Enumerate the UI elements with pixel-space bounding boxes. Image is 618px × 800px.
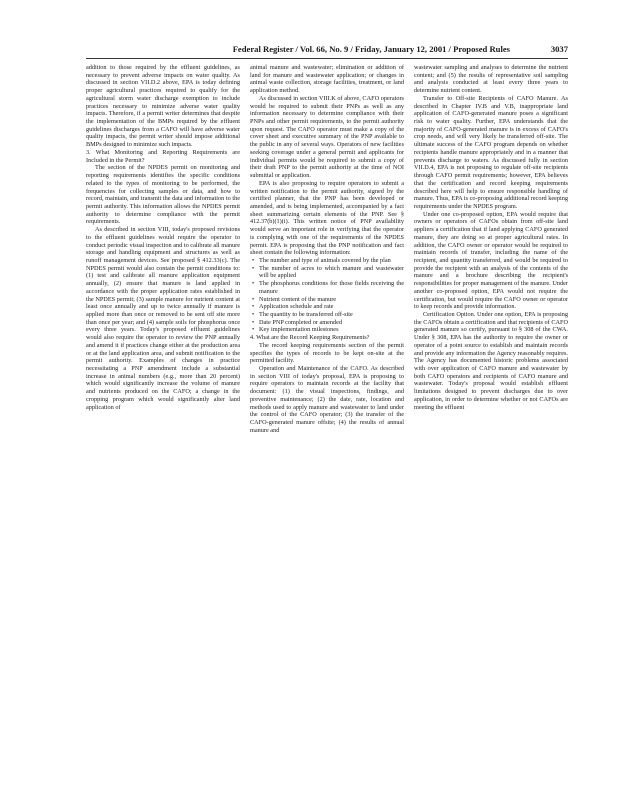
paragraph: wastewater sampling and analyses to determine the nutrient content; and (5) the results of representative soil sampling and analysis conducted at least every three years to determine nutrient content. [414,64,568,95]
paragraph: The section of the NPDES permit on monitoring and reporting requirements identifies the specific conditions related to the types of monitoring to be performed, the frequencies for collecting samples or data, and how to record, maintain, and transmit the data and information to the permit authority. This information allows the NPDES permit authority to determine compliance with the permit requirements. [86,164,240,226]
paragraph: Certification Option. Under one option, EPA is proposing the CAFOs obtain a certification and that recipients of CAFO generated manure so certify, pursuant to § 308 of the CWA. Under § 308, EPA has the authority to require the owner or operator of a point source to establish and maintain records and provide any information the Agency reasonably requires. The Agency has documented historic problems associated with over application of CAFO manure and wastewater by both CAFO operators and recipients of CAFO manure and wastewater. Today's proposal would establish effluent limitations designed to prevent discharges due to over application, in order to determine whether or not CAFOs are meeting the effluent [414,311,568,411]
column-1 [86,64,240,764]
header-rule [86,58,568,59]
paragraph: Transfer to Off-site Recipients of CAFO Manure. As described in Chapter IV.B and V.B, inappropriate land application of CAFO-generated manure poses a significant risk to water quality. Further, EPA understands that the majority of CAFO-generated manure is in excess of CAFO's crop needs, and will very likely be transferred off-site. The ultimate success of the CAFO program depends on whether recipients handle manure appropriately and in a manner that prevents discharge to waters. As discussed fully in section VII.D.4, EPA is not proposing to regulate off-site recipients through CAFO permit requirements; however, EPA believes that the certification and record keeping requirements described here will help to ensure responsible handling of manure. Thus, EPA is co-proposing additional record keeping requirements under the NPDES program. [414,94,568,210]
list-item: • Date PNP completed or amended [250,319,404,327]
paragraph: The record keeping requirements section of the permit specifies the types of records to be kept on-site at the permitted facility. [250,341,404,365]
column-3 [414,64,568,764]
paragraph: addition to those required by the effluent guidelines, as necessary to prevent adverse impacts on water quality. As discussed in section VII.D.2 above, EPA is today defining proper agricultural practices required to qualify for the agricultural storm water discharge exemption to include practices necessary to minimize adverse water quality impacts. Therefore, if a permit writer determines that despite the implementation of the BMPs required by the effluent guidelines discharges from a CAFO will have adverse water quality impacts, the permit writer should impose additional BMPs designed to minimize such impacts. [86,64,240,149]
paragraph: Under one co-proposed option, EPA would require that owners or operators of CAFOs obtain from off-site land appliers a certification that if land applying CAFO generated manure, they are doing so at proper agricultural rates. In addition, the CAFO owner or operator would be required to maintain records of transfer, including the name of the recipient, and quantity transferred, and would be required to provide the recipient with an analysis of the contents of the manure and a brochure describing the recipient's responsibilities for proper management of the manure. Under another co-proposed option, EPA would not require the certification, but would require the CAFO owner or operator to keep records and provide information. [414,210,568,311]
list-item: • The number and type of animals covered by the plan [250,257,404,265]
page-number: 3037 [550,44,568,54]
paragraph: As described in section VIII, today's proposed revisions to the effluent guidelines would require the operator to conduct periodic visual inspection and to calibrate all manure storage and handling equipment and structures as well as runoff management devices. See proposed § 412.33(c). The NPDES permit would also contain the permit conditions to: (1) test and calibrate all manure application equipment annually, (2) ensure that manure is land applied in accordance with the proper application rates established in the NPDES permit; (3) sample manure for nutrient content at least once annually and up to twice annually if manure is applied more than once or removed to be sent off site more than once per year; and (4) sample soils for phosphorus once every three years. Today's proposed effluent guidelines would also require the operator to review the PNP annually and amend it if practices change either at the production area or at the land application area, and submit notification to the permit authority. Examples of changes in practice necessitating a PNP amendment include a substantial increase in animal numbers (e.g., more than 20 percent) which would significantly increase the volume of manure and nutrients produced on the CAFO; a change in the cropping program which would significantly alter land application of [86,226,240,411]
column-2 [250,64,404,764]
list-item: • The quantity to be transferred off-site [250,311,404,319]
header-title: Federal Register / Vol. 66, No. 9 / Friday, January 12, 2001 / Proposed Rules [232,44,510,54]
bullet-list [250,257,404,334]
paragraph: EPA is also proposing to require operators to submit a written notification to the permit authority, signed by the certified planner, that the PNP has been developed or amended, and is being implemented, accompanied by a fact sheet summarizing certain elements of the PNP. See § 412.37(b)(1)(i). This written notice of PNP availability would serve an important role in verifying that the operator is complying with one of the requirements of the NPDES permit. EPA is proposing that the PNP notification and fact sheet contain the following information: [250,179,404,257]
section-heading: 3. What Monitoring and Reporting Requirements are Included in the Permit? [86,148,240,164]
list-item: • Application schedule and rate [250,303,404,311]
list-item: • The phosphorus conditions for those fields receiving the manure [250,280,404,295]
list-item: • Key implementation milestones [250,326,404,334]
paragraph: Operation and Maintenance of the CAFO. As described in section VIII of today's proposal, EPA is proposing to require operators to maintain records at the facility that document: (1) the visual inspections, findings, and preventive maintenance; (2) the date, rate, location and methods used to apply manure and wastewater to land under the control of the CAFO operator; (3) the transfer of the CAFO-generated manure offsite; (4) the results of annual manure and [250,365,404,434]
paragraph: animal manure and wastewater; elimination or addition of land for manure and wastewater application; or changes in animal waste collection, storage facilities, treatment, or land application method. [250,64,404,95]
list-item: • The number of acres to which manure and wastewater will be applied [250,265,404,280]
running-header [86,42,568,56]
list-item: • Nutrient content of the manure [250,296,404,304]
section-heading: 4. What are the Record Keeping Requirements? [250,334,370,342]
paragraph: As discussed in section VIII.K of above, CAFO operators would be required to submit their PNPs as well as any information necessary to determine compliance with their PNPs and other permit requirements, to the permit authority upon request. The CAFO operator must make a copy of the cover sheet and executive summary of the PNP available to the public in any of several ways. Operators of new facilities seeking coverage under a general permit and applicants for individual permits would be required to submit a copy of their draft PNP to the permit authority at the time of NOI submittal or application. [250,94,404,180]
